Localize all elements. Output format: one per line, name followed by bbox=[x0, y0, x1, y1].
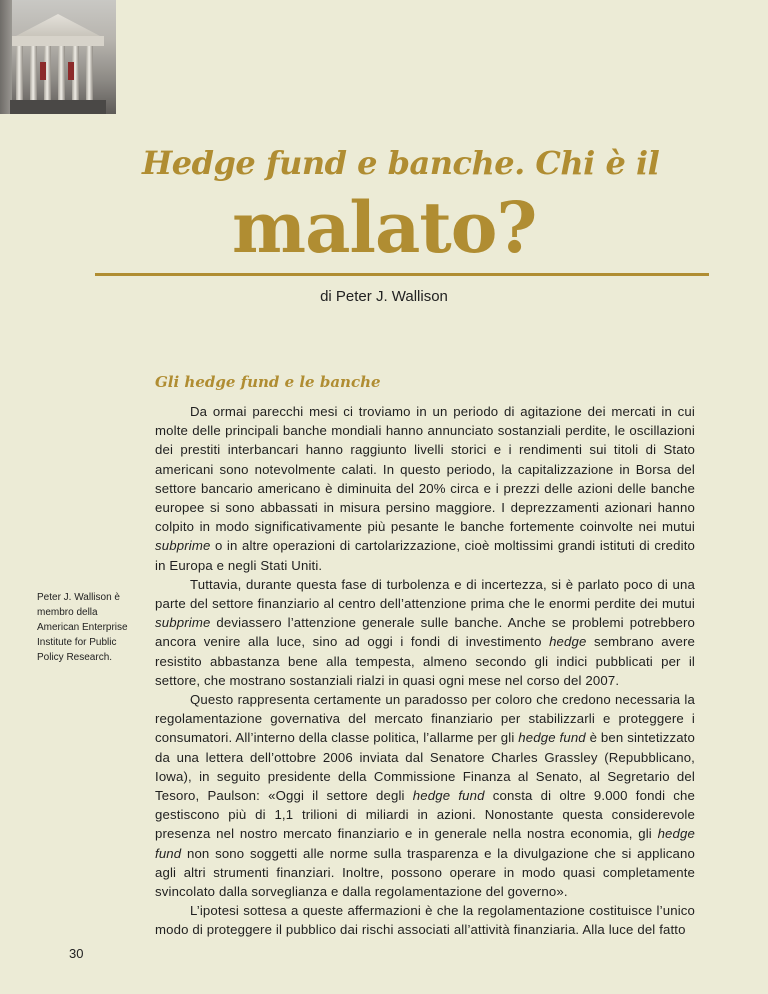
text-run: sembrano avere resistito abbastanza bene alla tempesta, almeno secondo gli indici pubblicati per il settore, che mostrano sostanziali rialzi in quasi ogni mese nel corso del 2007. bbox=[155, 634, 696, 688]
text-run: deviassero l’attenzione generale sulle banche. Anche se problemi potrebbero ancora venire alla luce, sino ad oggi i fondi di investimento bbox=[155, 615, 695, 650]
text-run: è ben sintetizzato da una lettera dell’ottobre 2006 inviata dal Senatore Charles Grassley (Repubblicano, Iowa), in seguito presidente della Commissione Finanza al Senato, al Segretario del Tesoro, Paulson: «Oggi il settore degli bbox=[155, 730, 695, 804]
text-run: consta di oltre 9.000 fondi che gestiscono più di 1,1 trilioni di miliardi in azioni. Nonostante questa considerevole presenza nel nostro mercato finanziario e in generale nella nostra economia, gli bbox=[155, 788, 696, 842]
body-paragraph bbox=[155, 575, 695, 690]
byline: di Peter J. Wallison bbox=[320, 288, 448, 305]
body-paragraph bbox=[155, 402, 695, 575]
italic-term: subprime bbox=[155, 538, 211, 554]
italic-term: hedge fund bbox=[155, 826, 695, 861]
text-run: non sono soggetti alle norme sulla trasparenza e la divulgazione che si applicano agli altri strumenti finanziari. Inoltre, possono operare in modo quasi completamente svincolato dalla sorveglianza e dalla regolamentazione del governo». bbox=[155, 845, 695, 900]
author-note: Peter J. Wallison è membro della American Enterprise Institute for Public Policy Research. bbox=[37, 592, 128, 663]
text-run: Tuttavia, durante questa fase di turbolenza e di incertezza, si è parlato poco di una parte del settore finanziario al centro dell’attenzione prima che le enormi perdite dei mutui bbox=[155, 576, 695, 612]
italic-term: hedge fund bbox=[412, 788, 485, 804]
italic-term: hedge fund bbox=[518, 730, 586, 746]
text-run: L’ipotesi sottesa a queste affermazioni è che la regolamentazione costituisce l’unico modo di proteggere il pubblico dai rischi associati all’attività finanziaria. Alla luce del fatto bbox=[155, 903, 695, 938]
building-photo bbox=[0, 0, 116, 114]
page-number: 30 bbox=[69, 946, 84, 961]
body-paragraph bbox=[155, 901, 695, 939]
italic-term: subprime bbox=[155, 615, 211, 631]
text-run: Da ormai parecchi mesi ci troviamo in un periodo di agitazione dei mercati in cui molte delle principali banche mondiali hanno annunciato sostanziali perdite, le oscillazioni dei prestiti interbancari hanno raggiunto livelli storici e i rendimenti sui titoli di Stato americani sono notevolmente calati. In questo periodo, la capitalizzazione in Borsa del settore bancario americano è diminuita del 20% circa e i prezzi delle azioni delle banche europee si sono abbassati in misura persino maggiore. I deprezzamenti azionari hanno colpito in modo significativamente più pesante le banche fortemente coinvolte nei mutui bbox=[155, 404, 695, 535]
italic-term: hedge bbox=[549, 634, 587, 650]
text-run: o in altre operazioni di cartolarizzazione, cioè moltissimi grandi istituti di credito in Europa e negli Stati Uniti. bbox=[155, 538, 695, 573]
section-heading: Gli hedge fund e le banche bbox=[155, 373, 381, 391]
article-title-line2: malato? bbox=[232, 186, 537, 269]
article-body bbox=[155, 402, 695, 940]
title-divider bbox=[95, 273, 709, 276]
article-title-line1: Hedge fund e banche. Chi è il bbox=[142, 144, 660, 182]
text-run: Questo rappresenta certamente un paradosso per coloro che credono necessaria la regolamentazione governativa del mercato finanziario per stabilizzarli e proteggere i consumatori. All’interno della classe politica, l’allarme per gli bbox=[155, 692, 695, 746]
body-paragraph bbox=[155, 690, 695, 901]
